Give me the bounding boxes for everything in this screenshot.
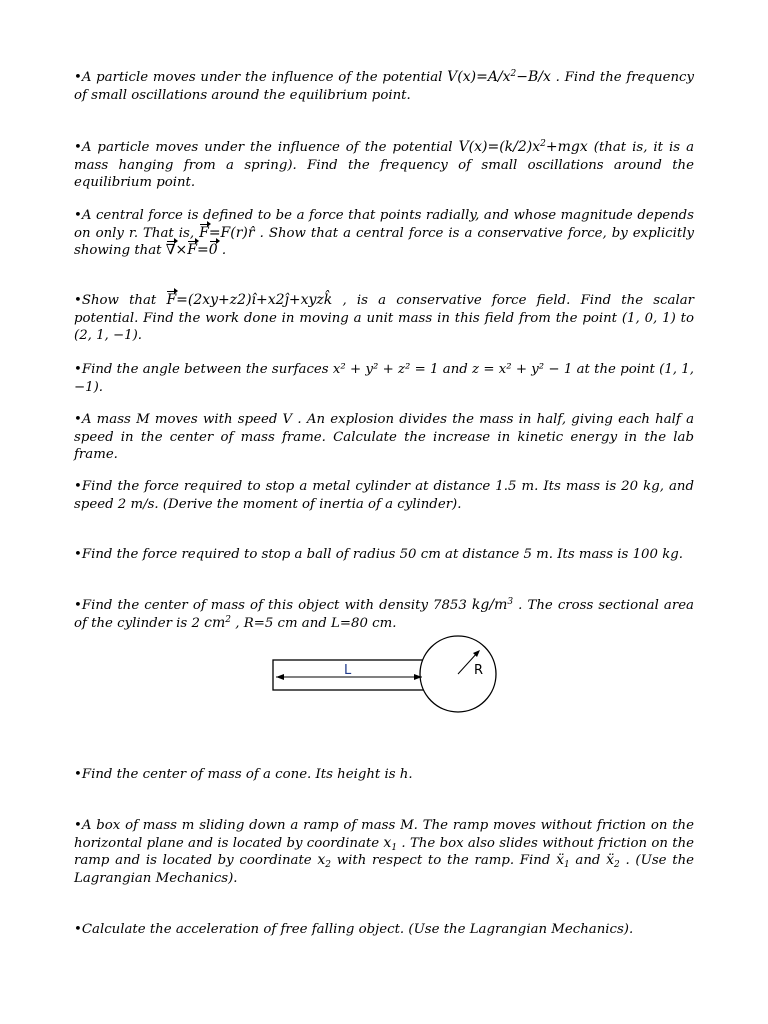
question-text: •A central force is defined to be a force that points radially, and whose magnitude depends on only r. That is,	[74, 208, 694, 241]
math-expression: $V(x)=(k/2)x^2+mgx$	[458, 139, 588, 155]
math-expression: ẍ$_2$	[606, 852, 620, 871]
question-text: . (Use the Lagrangian Mechanics).	[74, 853, 695, 886]
question-10	[74, 766, 694, 784]
length-label: L	[344, 663, 352, 678]
question-1	[74, 69, 694, 104]
question-text: . Find the frequency of small oscillations around the equilibrium point.	[74, 70, 694, 103]
question-text: •Calculate the acceleration of free falling object. (Use the Lagrangian Mechanics).	[74, 922, 634, 937]
question-12	[74, 921, 694, 939]
question-text: •Show that	[74, 293, 167, 308]
question-text: •Find the angle between the surfaces x² + y² + z² = 1 and z = x² + y² − 1 at the point (1, 1, −1).	[74, 362, 694, 395]
math-expression: $cm^2$	[204, 614, 231, 631]
math-expression: $x_1$	[383, 834, 398, 853]
question-9	[74, 597, 694, 632]
question-text: . Show that a central force is a conservative force, by explicitly showing that	[74, 225, 694, 259]
math-expression: $V(x)=A/x^2-B/x$	[447, 69, 551, 85]
question-text: •A mass M moves with speed V . An explosion divides the mass in half, giving each half a speed in the center of mass frame. Calculate the increase in kinetic energy in the lab frame.	[74, 412, 694, 463]
question-7	[74, 478, 694, 513]
question-text: .	[221, 243, 227, 259]
question-text: •Find the force required to stop a ball of radius 50 cm at distance 5 m. Its mass is 100 kg.	[74, 547, 684, 562]
question-text: , R=5 cm and L=80 cm.	[235, 615, 397, 631]
length-arrow-left	[276, 674, 284, 680]
question-text: •A box of mass m sliding down a ramp of mass M. The ramp moves without friction on the horizontal plane and is located by coordinate	[74, 818, 694, 851]
math-expression: $x_2$	[317, 852, 332, 871]
question-text: with respect to the ramp. Find	[336, 853, 557, 869]
math-expression: ẍ$_1$	[556, 852, 570, 871]
question-text: and	[575, 853, 607, 869]
question-text: •Find the center of mass of a cone. Its height is h.	[74, 767, 413, 782]
question-8	[74, 546, 694, 564]
question-text: •Find the center of mass of this object with density 7853	[74, 598, 472, 613]
question-3	[74, 207, 694, 260]
math-expression: ∇×F=0	[165, 242, 218, 259]
question-4	[74, 292, 694, 345]
question-11	[74, 817, 694, 887]
math-expression: F=F(r)r̂	[199, 224, 255, 241]
question-text: . The box also slides without friction on the ramp and is located by coordinate	[74, 835, 695, 869]
radius-label: R	[474, 663, 484, 678]
question-5	[74, 361, 694, 396]
question-text: , is a conservative force field. Find the scalar potential. Find the work done in moving a unit mass in this field from the point (1, 0, 1) to (2, 1, −1).	[74, 293, 694, 344]
question-text: •A particle moves under the influence of the potential	[74, 140, 459, 155]
cylinder-ball-diagram	[270, 634, 502, 714]
question-text: •Find the force required to stop a metal cylinder at distance 1.5 m. Its mass is 20 kg, and speed 2 m/s. (Derive the moment of inertia of a cylinder).	[74, 479, 694, 512]
question-6	[74, 411, 694, 464]
question-text: . The cross sectional area of the cylinder is 2	[74, 598, 694, 631]
question-2	[74, 139, 694, 192]
math-expression: $kg/m^3$	[471, 597, 514, 613]
question-text: •A particle moves under the influence of the potential	[74, 70, 448, 85]
question-text: (that is, it is a mass hanging from a spring). Find the frequency of small oscillations around the equilibrium point.	[74, 140, 694, 191]
math-expression: F=(2xy+z2)î+x2ĵ+xyzk̂	[166, 292, 333, 308]
